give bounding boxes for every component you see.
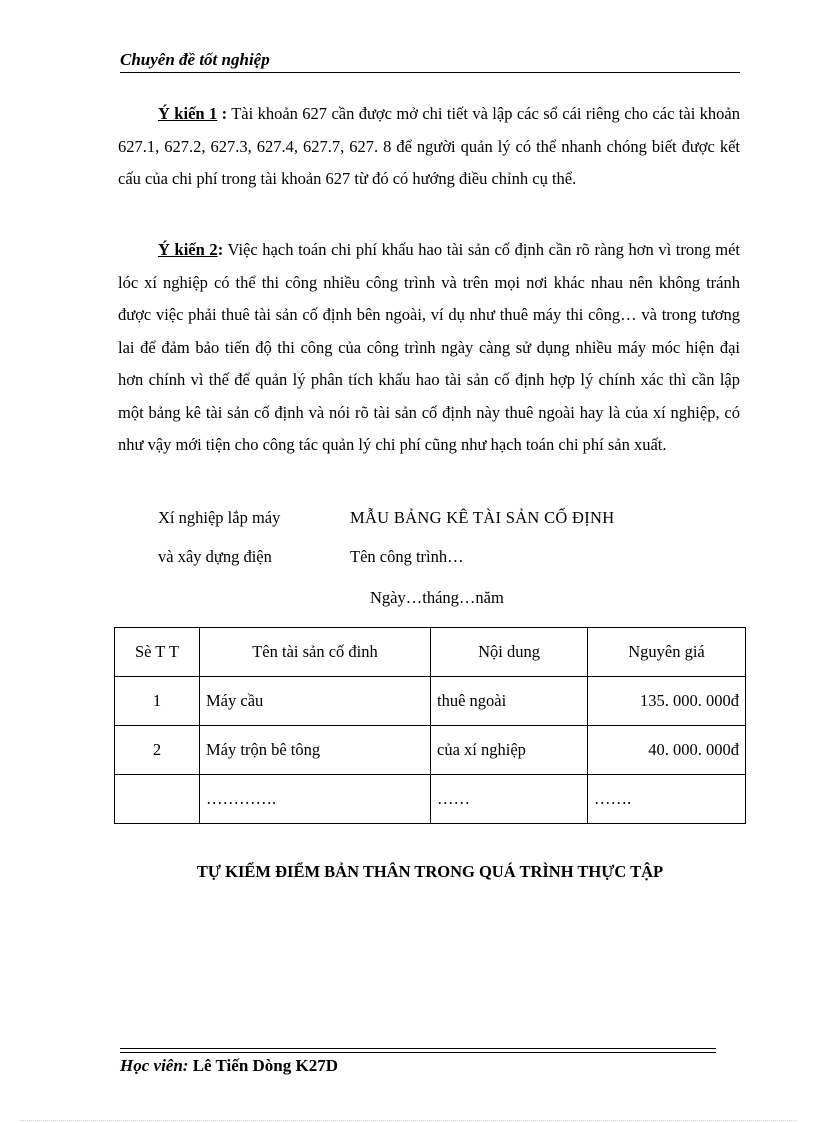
opinion-1-label: Ý kiến 1: [158, 104, 218, 123]
form-date: Ngày…tháng…năm: [370, 588, 504, 607]
cell-content: của xí nghiệp: [431, 726, 588, 775]
page-header-title: Chuyên đề tốt nghiệp: [120, 50, 740, 73]
project-name: Tên công trình…: [350, 547, 464, 566]
company-line-2: và xây dựng điện: [158, 547, 272, 566]
footer-divider-secondary: [120, 1052, 716, 1053]
table-row: [115, 677, 746, 726]
opinion-1-colon: :: [217, 104, 228, 123]
opinion-1-paragraph: [118, 98, 740, 196]
footer-label: Học viên:: [120, 1056, 189, 1075]
cell-original-cost: 40. 000. 000đ: [588, 726, 746, 775]
page-footer: [120, 1056, 338, 1076]
table-header-row: [115, 628, 746, 677]
opinion-2-paragraph: [118, 234, 740, 462]
col-header-stt: Sè T T: [115, 628, 200, 677]
footer-student-name: Lê Tiến Dòng K27D: [188, 1056, 339, 1075]
cell-stt: 2: [115, 726, 200, 775]
opinion-2-label: Ý kiến 2: [158, 240, 218, 259]
col-header-content: Nội dung: [431, 628, 588, 677]
cell-original-cost: …….: [588, 775, 746, 824]
cell-content: ……: [431, 775, 588, 824]
cell-stt: 1: [115, 677, 200, 726]
table-row: [115, 775, 746, 824]
col-header-original-cost: Nguyên giá: [588, 628, 746, 677]
table-row: [115, 726, 746, 775]
cell-stt: [115, 775, 200, 824]
page-edge-divider: [20, 1120, 796, 1121]
footer-divider: [120, 1048, 716, 1049]
fixed-asset-table: [114, 627, 746, 824]
cell-content: thuê ngoài: [431, 677, 588, 726]
company-line-1: Xí nghiệp lắp máy: [158, 508, 281, 527]
opinion-2-text: Việc hạch toán chi phí khấu hao tài sản cố định cần rõ ràng hơn vì trong mét lóc xí nghiệp có thể thi công nhiều công trình và trên mọi nơi khác nhau nên không tránh được việc phải thuê tài sản cố định bên ngoài, ví dụ như thuê máy thi công… và trong tương lai để đảm bảo tiến độ thi công của công trình ngày càng sử dụng nhiều máy móc hiện đại hơn chính vì thế để quản lý phân tích khấu hao tài sản cố định hợp lý chính xác thì cần lập một bảng kê tài sản cố định và nói rõ tài sản cố định này thuê ngoài hay là của xí nghiệp, có như vậy mới tiện cho công tác quản lý chi phí cũng như hạch toán chi phí sản xuất.: [118, 240, 740, 454]
opinion-2-colon: :: [217, 240, 224, 259]
cell-asset-name: Máy trộn bê tông: [200, 726, 431, 775]
opinion-1-text: Tài khoản 627 cần được mở chi tiết và lập các sổ cái riêng cho các tài khoản 627.1, 627.2, 627.3, 627.4, 627.7, 627. 8 để người quản lý có thể nhanh chóng biết được kết cấu của chi phí trong tài khoản 627 từ đó có hướng điều chỉnh cụ thể.: [118, 104, 740, 188]
cell-original-cost: 135. 000. 000đ: [588, 677, 746, 726]
form-title: MẪU BẢNG KÊ TÀI SẢN CỐ ĐỊNH: [350, 508, 615, 527]
cell-asset-name: ………….: [200, 775, 431, 824]
section-title: TỰ KIỂM ĐIỂM BẢN THÂN TRONG QUÁ TRÌNH THỰC TẬP: [196, 862, 664, 881]
col-header-asset-name: Tên tài sản cố đinh: [200, 628, 431, 677]
cell-asset-name: Máy cầu: [200, 677, 431, 726]
